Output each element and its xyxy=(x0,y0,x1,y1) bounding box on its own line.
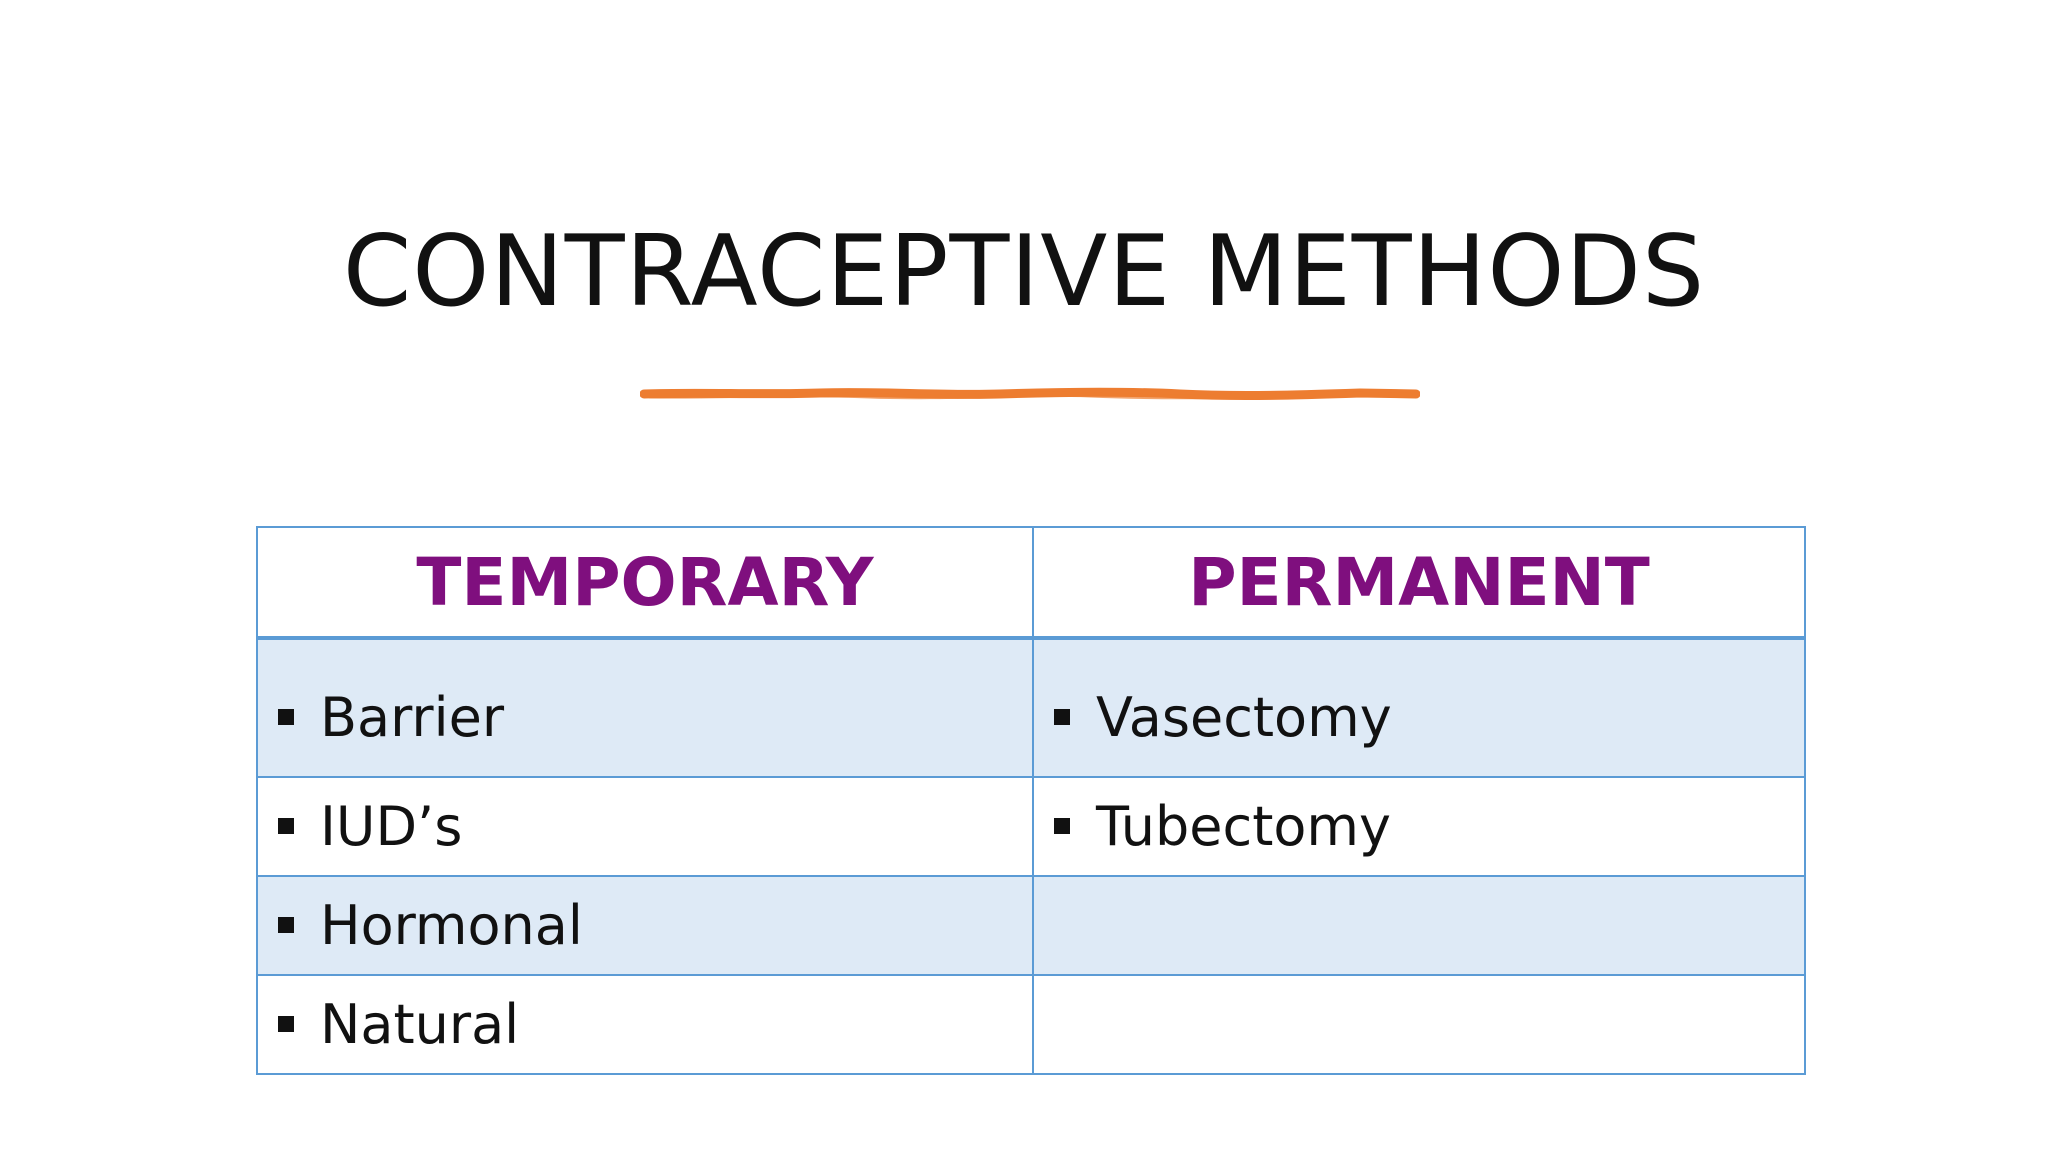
header-temporary: TEMPORARY xyxy=(257,527,1033,638)
table-cell-empty xyxy=(1033,975,1805,1074)
header-permanent: PERMANENT xyxy=(1033,527,1805,638)
table-cell xyxy=(1033,638,1805,777)
cell-text: Natural xyxy=(320,993,520,1056)
table-cell xyxy=(257,975,1033,1074)
square-bullet-icon xyxy=(278,818,294,834)
table-row xyxy=(257,876,1805,975)
table-row xyxy=(257,638,1805,777)
table-cell xyxy=(1033,777,1805,876)
cell-text: Hormonal xyxy=(320,894,583,957)
square-bullet-icon xyxy=(1054,818,1070,834)
cell-text: Vasectomy xyxy=(1096,685,1392,749)
table-cell xyxy=(257,777,1033,876)
cell-text: Tubectomy xyxy=(1096,795,1391,858)
square-bullet-icon xyxy=(278,709,294,725)
table-cell xyxy=(257,876,1033,975)
table-cell xyxy=(257,638,1033,777)
slide-title: CONTRACEPTIVE METHODS xyxy=(342,215,1706,329)
square-bullet-icon xyxy=(278,1016,294,1032)
table-cell-empty xyxy=(1033,876,1805,975)
square-bullet-icon xyxy=(1054,709,1070,725)
table-header-row xyxy=(257,527,1805,638)
table-row xyxy=(257,777,1805,876)
cell-text: IUD’s xyxy=(320,795,463,858)
cell-text: Barrier xyxy=(320,685,505,749)
title-underline-decoration xyxy=(640,382,1420,406)
table-row xyxy=(257,975,1805,1074)
methods-table xyxy=(256,526,1806,1075)
square-bullet-icon xyxy=(278,917,294,933)
